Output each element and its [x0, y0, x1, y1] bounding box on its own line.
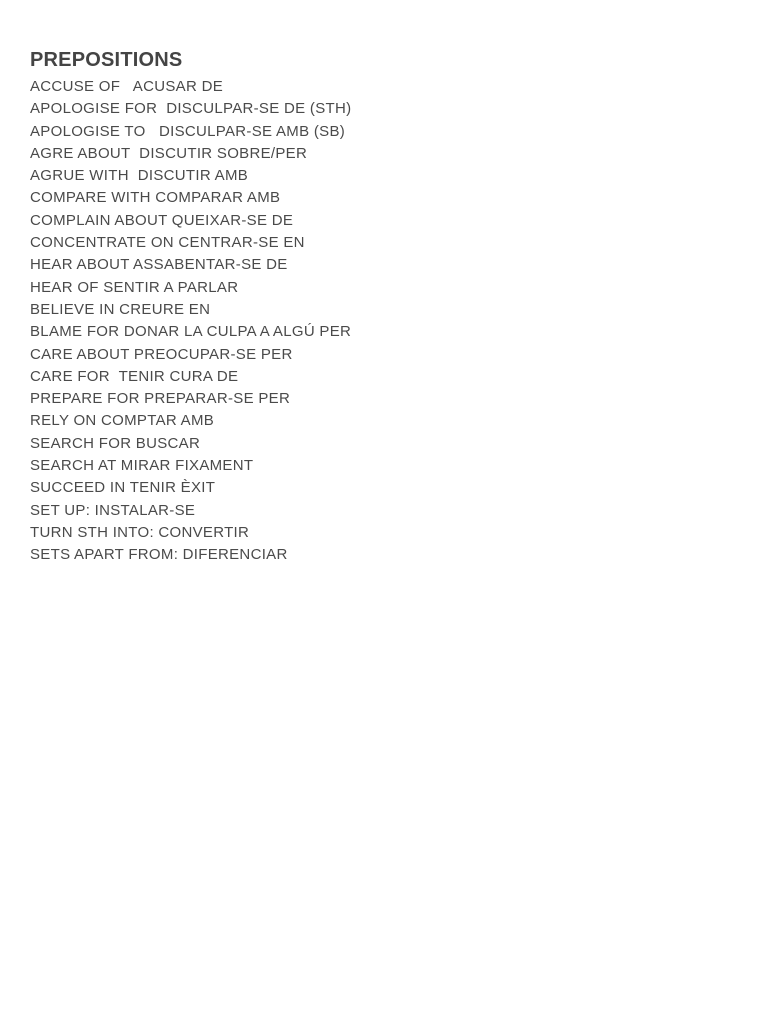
list-item: BELIEVE IN CREURE EN: [30, 300, 211, 318]
list-item: COMPARE WITH COMPARAR AMB: [30, 189, 281, 207]
list-item: RELY ON COMPTAR AMB: [30, 412, 215, 430]
list-item: AGRUE WITH DISCUTIR AMB: [30, 167, 249, 185]
list-item: AGRE ABOUT DISCUTIR SOBRE/PER: [30, 144, 308, 162]
list-item: SEARCH AT MIRAR FIXAMENT: [30, 457, 254, 475]
list-item: PREPARE FOR PREPARAR-SE PER: [30, 390, 291, 408]
list-item: CARE ABOUT PREOCUPAR-SE PER: [30, 345, 293, 363]
list-item: SET UP: INSTALAR-SE: [30, 501, 196, 519]
list-item: SEARCH FOR BUSCAR: [30, 434, 201, 452]
list-item: CARE FOR TENIR CURA DE: [30, 367, 239, 385]
list-item: ACCUSE OF ACUSAR DE: [30, 78, 224, 95]
preposition-list: [30, 76, 738, 567]
list-item: BLAME FOR DONAR LA CULPA A ALGÚ PER: [30, 323, 352, 341]
list-item: CONCENTRATE ON CENTRAR-SE EN: [30, 234, 305, 252]
list-item: TURN STH INTO: CONVERTIR: [30, 523, 250, 541]
list-item: APOLOGISE FOR DISCULPAR-SE DE (STH): [30, 100, 352, 118]
list-item: SETS APART FROM: DIFERENCIAR: [30, 546, 288, 564]
document-body: [30, 46, 738, 567]
document-title: PREPOSITIONS: [30, 49, 183, 71]
list-item: SUCCEED IN TENIR ÈXIT: [30, 479, 216, 497]
list-item: HEAR ABOUT ASSABENTAR-SE DE: [30, 256, 288, 274]
list-item: COMPLAIN ABOUT QUEIXAR-SE DE: [30, 211, 294, 229]
list-item: APOLOGISE TO DISCULPAR-SE AMB (SB): [30, 122, 346, 140]
list-item: HEAR OF SENTIR A PARLAR: [30, 278, 239, 296]
